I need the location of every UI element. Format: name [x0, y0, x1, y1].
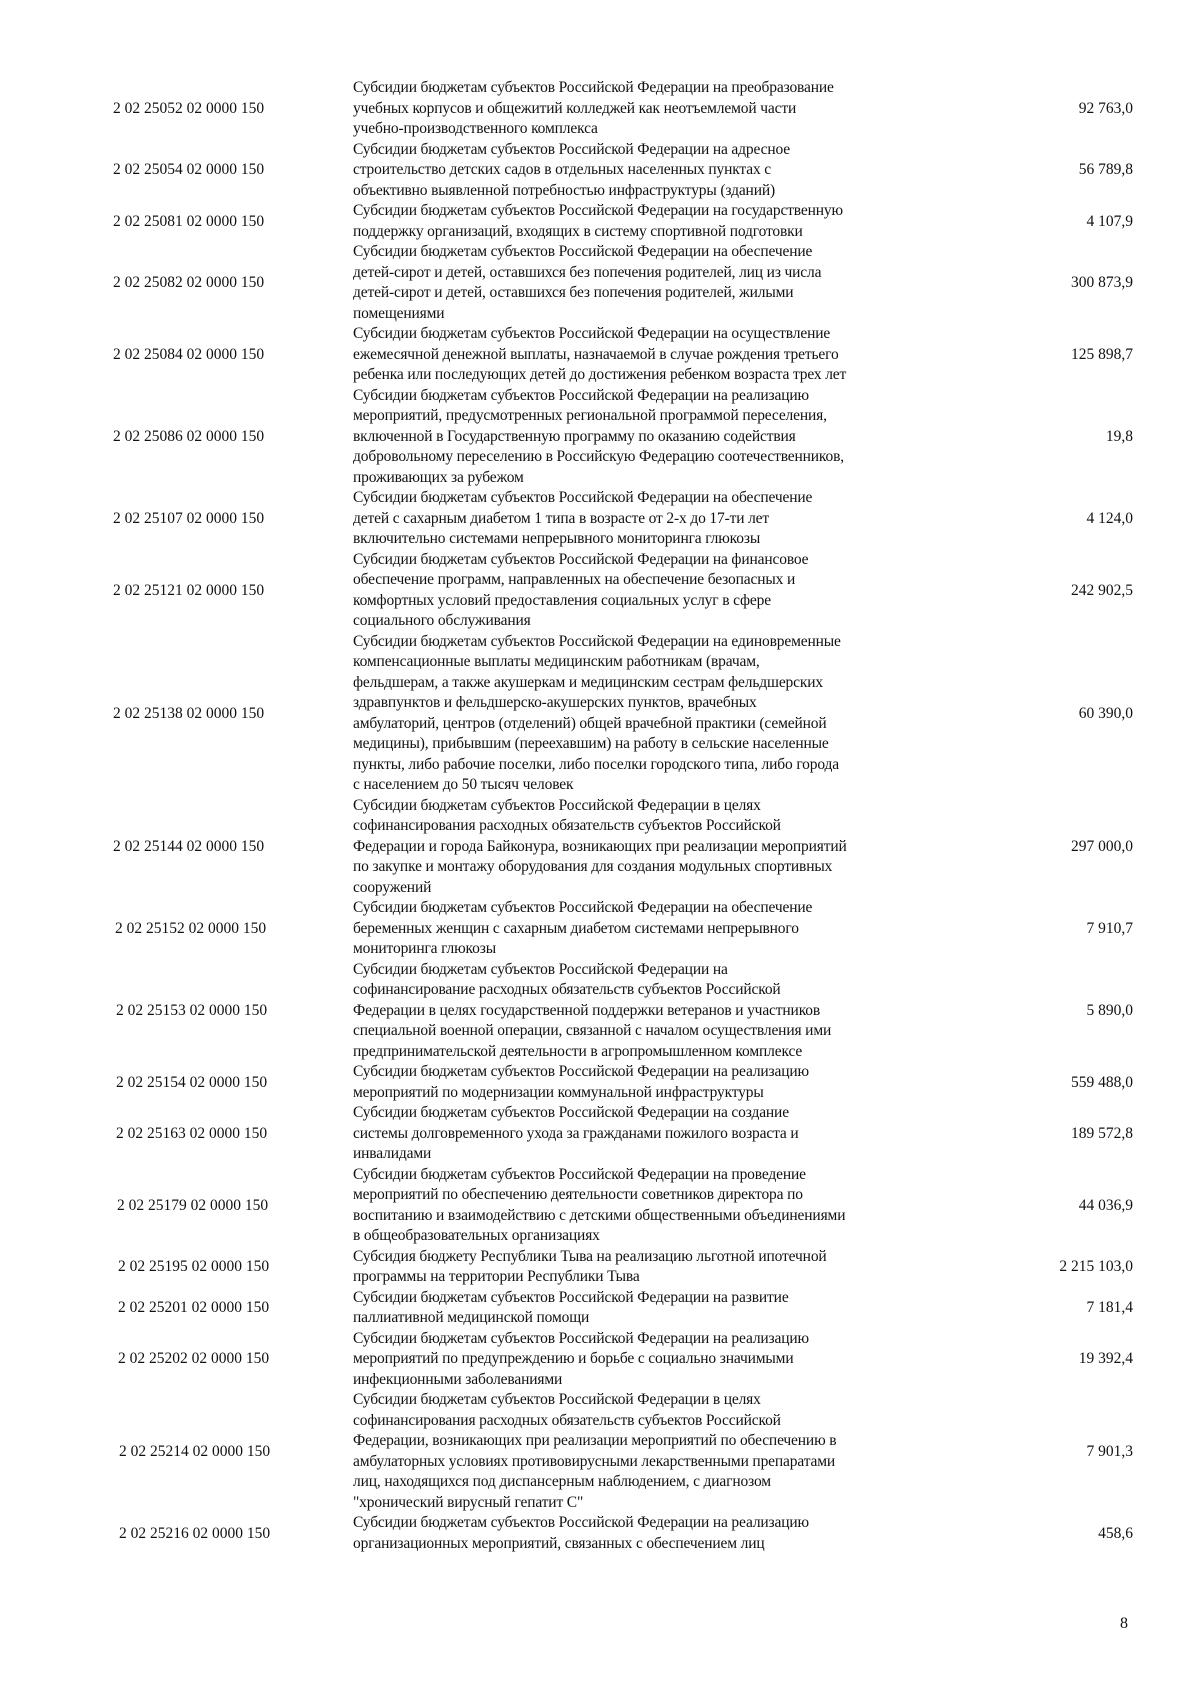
- amount: 4 107,9: [1086, 212, 1133, 230]
- subsidy-description: Субсидии бюджетам субъектов Российской Федерации на реализацию мероприятий по модернизации коммунальной инфраструктуры: [353, 1063, 809, 1101]
- table-row: [0, 632, 1200, 796]
- table-row: [0, 242, 1200, 324]
- subsidy-description: Субсидии бюджетам субъектов Российской Федерации в целях софинансирования расходных обязательств субъектов Российской Федерации и города Байконура, возникающих при реализации мероприятий по закупке и монтажу оборудования для создания модульных спортивных сооружений: [353, 796, 847, 896]
- table-row: [0, 1288, 1200, 1329]
- amount: 5 890,0: [1086, 1001, 1133, 1019]
- amount: 297 000,0: [1071, 837, 1133, 855]
- amount: 7 910,7: [1086, 919, 1133, 937]
- budget-code: 2 02 25152 02 0000 150: [115, 919, 267, 937]
- amount: 458,6: [1098, 1524, 1133, 1542]
- table-row: [0, 960, 1200, 1063]
- table-row: [0, 1247, 1200, 1288]
- table-row: [0, 1390, 1200, 1513]
- amount: 7 181,4: [1086, 1299, 1133, 1316]
- table-row: [0, 898, 1200, 960]
- table-row: [0, 1329, 1200, 1391]
- amount: 242 902,5: [1071, 581, 1133, 599]
- budget-code: 2 02 25081 02 0000 150: [113, 212, 265, 230]
- subsidy-description: Субсидии бюджетам субъектов Российской Федерации на единовременные компенсационные выплаты медицинским работникам (врачам, фельдшерам, а также акушеркам и медицинским сестрам фельдшерских здравпунктов и фельдшерско-акушерских пунктов, врачебных амбулаторий, центров (отделений) общей врачебной практики (семейной медицины), прибывшим (переехавшим) на работу в сельские населенные пункты, либо рабочие поселки, либо поселки городского типа, либо города с населением до 50 тысяч человек: [353, 632, 841, 793]
- budget-code: 2 02 25214 02 0000 150: [119, 1442, 271, 1460]
- table-row: [0, 488, 1200, 550]
- subsidy-description: Субсидии бюджетам субъектов Российской Федерации в целях софинансирования расходных обязательств субъектов Российской Федерации, возникающих при реализации мероприятий по обеспечению в амбулаторных условиях противовирусными лекарственными препаратами лиц, находящихся под диспансерным наблюдением, с диагнозом "хронический вирусный гепатит С": [353, 1391, 837, 1511]
- subsidy-description: Субсидии бюджетам субъектов Российской Федерации на обеспечение детей-сирот и детей, оставшихся без попечения родителей, лиц из числа детей-сирот и детей, оставшихся без попечения родителей, жилыми помещениями: [353, 243, 822, 322]
- amount: 189 572,8: [1071, 1124, 1133, 1142]
- budget-code: 2 02 25144 02 0000 150: [113, 837, 265, 855]
- amount: 4 124,0: [1086, 509, 1133, 527]
- subsidy-description: Субсидии бюджетам субъектов Российской Федерации на адресное строительство детских садов в отдельных населенных пунктах с объективно выявленной потребностью инфраструктуры (зданий): [353, 140, 791, 199]
- amount: 125 898,7: [1071, 345, 1133, 363]
- amount: 2 215 103,0: [1059, 1258, 1133, 1275]
- budget-code: 2 02 25107 02 0000 150: [113, 509, 265, 527]
- subsidy-description: Субсидии бюджетам субъектов Российской Федерации на реализацию мероприятий, предусмотренных региональной программой переселения, включенной в Государственную программу по оказанию содействия добровольному переселению в Российскую Федерацию соотечественников, проживающих за рубежом: [353, 386, 845, 486]
- budget-table: [0, 78, 1200, 1554]
- subsidy-description: Субсидии бюджетам субъектов Российской Федерации на государственную поддержку организаций, входящих в систему спортивной подготовки: [353, 202, 843, 240]
- budget-code: 2 02 25195 02 0000 150: [118, 1258, 270, 1275]
- budget-code: 2 02 25154 02 0000 150: [116, 1073, 268, 1091]
- subsidy-description: Субсидии бюджетам субъектов Российской Федерации на обеспечение беременных женщин с сахарным диабетом системами непрерывного мониторинга глюкозы: [353, 899, 813, 957]
- amount: 60 390,0: [1078, 704, 1133, 722]
- table-row: [0, 1513, 1200, 1554]
- amount: 300 873,9: [1071, 274, 1133, 291]
- subsidy-description: Субсидии бюджетам субъектов Российской Федерации на преобразование учебных корпусов и общежитий колледжей как неотъемлемой части учебно-производственного комплекса: [353, 79, 834, 137]
- amount: 559 488,0: [1071, 1073, 1133, 1091]
- amount: 44 036,9: [1078, 1196, 1133, 1214]
- subsidy-description: Субсидии бюджетам субъектов Российской Федерации на финансовое обеспечение программ, направленных на обеспечение безопасных и комфортных условий предоставления социальных услуг в сфере социального обслуживания: [353, 550, 809, 629]
- budget-code: 2 02 25086 02 0000 150: [113, 427, 265, 445]
- table-row: [0, 78, 1200, 140]
- table-row: [0, 550, 1200, 632]
- budget-code: 2 02 25179 02 0000 150: [117, 1196, 269, 1214]
- budget-code: 2 02 25052 02 0000 150: [113, 99, 265, 117]
- subsidy-description: Субсидия бюджету Республики Тыва на реализацию льготной ипотечной программы на территории Республики Тыва: [353, 1247, 827, 1285]
- amount: 19 392,4: [1078, 1350, 1133, 1368]
- budget-code: 2 02 25121 02 0000 150: [113, 581, 265, 599]
- table-row: [0, 324, 1200, 386]
- subsidy-description: Субсидии бюджетам субъектов Российской Федерации на обеспечение детей с сахарным диабетом 1 типа в возрасте от 2-х до 17-ти лет включительно системами непрерывного мониторинга глюкозы: [353, 489, 813, 547]
- amount: 92 763,0: [1078, 99, 1133, 117]
- table-row: [0, 796, 1200, 899]
- budget-code: 2 02 25138 02 0000 150: [113, 704, 265, 722]
- subsidy-description: Субсидии бюджетам субъектов Российской Федерации на развитие паллиативной медицинской помощи: [353, 1288, 789, 1326]
- amount: 56 789,8: [1078, 161, 1133, 179]
- table-row: [0, 140, 1200, 202]
- table-row: [0, 1165, 1200, 1247]
- table-row: [0, 1103, 1200, 1165]
- amount: 19,8: [1105, 427, 1133, 445]
- budget-code: 2 02 25153 02 0000 150: [116, 1001, 268, 1019]
- subsidy-description: Субсидии бюджетам субъектов Российской Федерации на создание системы долговременного ухода за гражданами пожилого возраста и инвалидами: [353, 1104, 799, 1162]
- table-row: [0, 1062, 1200, 1103]
- budget-code: 2 02 25163 02 0000 150: [116, 1124, 268, 1142]
- subsidy-description: Субсидии бюджетам субъектов Российской Федерации на реализацию организационных мероприятий, связанных с обеспечением лиц: [353, 1514, 809, 1552]
- budget-code: 2 02 25082 02 0000 150: [113, 274, 265, 291]
- subsidy-description: Субсидии бюджетам субъектов Российской Федерации на реализацию мероприятий по предупреждению и борьбе с социально значимыми инфекционными заболеваниями: [353, 1329, 809, 1388]
- subsidy-description: Субсидии бюджетам субъектов Российской Федерации на софинансирование расходных обязательств субъектов Российской Федерации в целях государственной поддержки ветеранов и участников специальной военной операции, связанной с началом осуществления ими предпринимательской деятельности в агропромышленном комплексе: [353, 960, 832, 1060]
- budget-code: 2 02 25201 02 0000 150: [118, 1299, 270, 1316]
- budget-code: 2 02 25202 02 0000 150: [118, 1350, 270, 1368]
- budget-code: 2 02 25216 02 0000 150: [119, 1524, 271, 1542]
- budget-code: 2 02 25084 02 0000 150: [113, 345, 265, 363]
- subsidy-description: Субсидии бюджетам субъектов Российской Федерации на осуществление ежемесячной денежной выплаты, назначаемой в случае рождения третьего ребенка или последующих детей до достижения ребенком возраста трех лет: [353, 325, 847, 383]
- amount: 7 901,3: [1086, 1442, 1133, 1460]
- budget-code: 2 02 25054 02 0000 150: [113, 161, 265, 179]
- subsidy-description: Субсидии бюджетам субъектов Российской Федерации на проведение мероприятий по обеспечению деятельности советников директора по воспитанию и взаимодействию с детскими общественными объединениями в общеобразовательных организациях: [353, 1165, 846, 1244]
- page-number: 8: [1120, 1615, 1128, 1632]
- table-row: [0, 386, 1200, 489]
- table-row: [0, 201, 1200, 242]
